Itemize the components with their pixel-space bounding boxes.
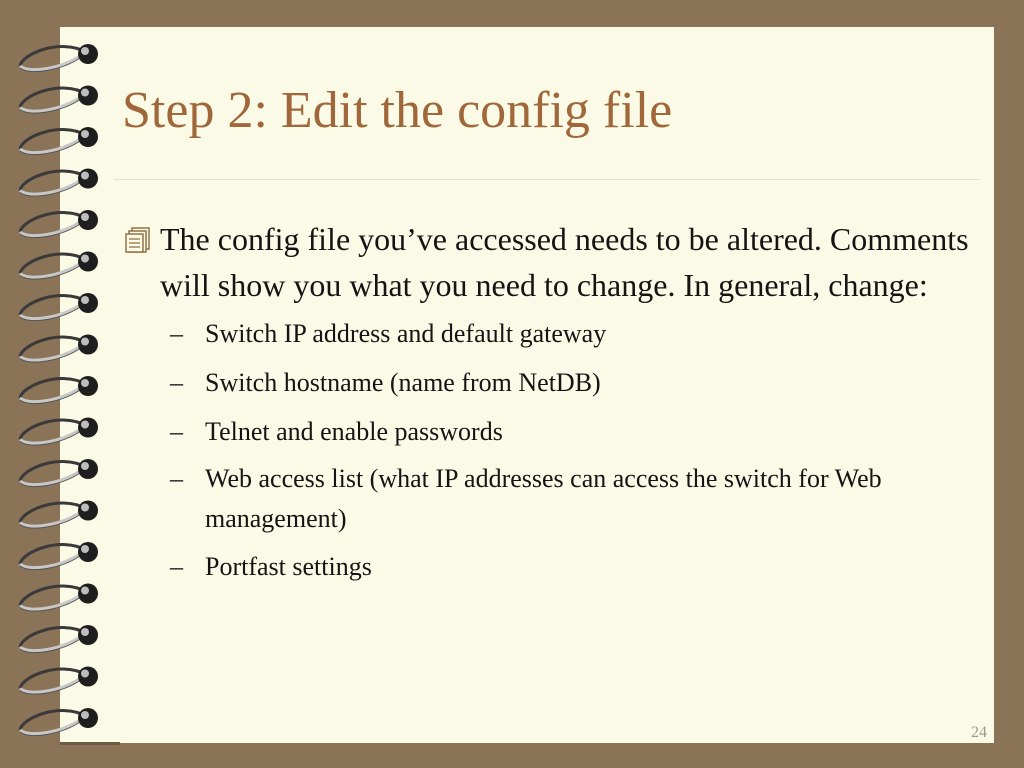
binding-ring [20, 127, 98, 155]
binding-ring [20, 210, 98, 238]
main-bullet-text: The config file you’ve accessed needs to be altered. Comments will show you what you need to change. In general, change: [160, 221, 969, 303]
sub-bullet-item [122, 545, 972, 588]
binding-ring [20, 667, 98, 695]
spiral-binding [0, 0, 120, 768]
title-divider [114, 179, 980, 180]
binding-ring [20, 459, 98, 487]
binding-ring [20, 708, 98, 736]
notepad-icon [124, 226, 152, 254]
sub-bullet-text: Switch hostname (name from NetDB) [205, 368, 601, 397]
binding-ring [20, 293, 98, 321]
sub-bullet-text: Portfast settings [205, 552, 372, 581]
binding-ring [20, 542, 98, 570]
dash-marker: – [170, 368, 183, 397]
sub-bullet-text: Web access list (what IP addresses can access the switch for Web management) [205, 464, 882, 533]
binding-ring [20, 252, 98, 280]
binding-ring [20, 376, 98, 404]
binding-ring [20, 418, 98, 446]
sub-bullet-item [122, 410, 972, 453]
dash-marker: – [170, 464, 183, 493]
binding-ring [20, 501, 98, 529]
dash-marker: – [170, 417, 183, 446]
dash-marker: – [170, 552, 183, 581]
dash-marker: – [170, 319, 183, 348]
slide-title: Step 2: Edit the config file [122, 82, 673, 139]
binding-ring [20, 584, 98, 612]
sub-bullet-item [122, 459, 972, 539]
binding-ring [20, 335, 98, 363]
slide-number: 24 [971, 724, 987, 741]
sub-bullet-item [122, 312, 972, 355]
sub-bullet-item [122, 361, 972, 404]
sub-bullet-list [122, 312, 972, 588]
sub-bullet-text: Switch IP address and default gateway [205, 319, 607, 348]
main-bullet [122, 216, 972, 308]
slide-body [122, 216, 972, 594]
binding-ring [20, 625, 98, 653]
binding-ring [20, 86, 98, 114]
sub-bullet-text: Telnet and enable passwords [205, 417, 503, 446]
binding-ring [20, 44, 98, 72]
binding-ring [20, 169, 98, 197]
